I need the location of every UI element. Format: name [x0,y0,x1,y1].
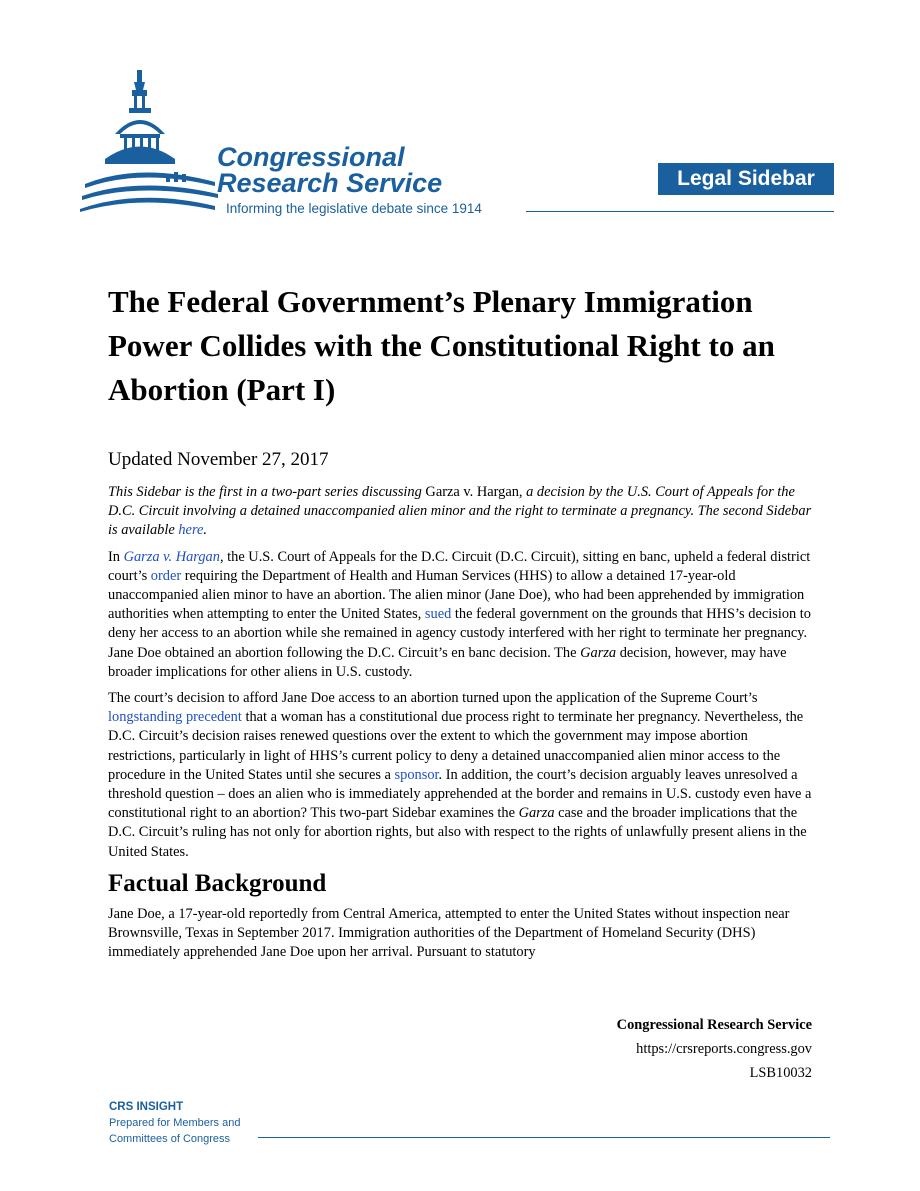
p1-garza-italic: Garza [580,644,617,661]
footer-divider [258,1137,830,1138]
intro-text-1: This Sidebar is the first in a two-part series discussing [108,484,426,500]
capitol-dome-icon [80,64,220,214]
garza-case-link[interactable]: Garza v. Hargan [123,548,220,565]
precedent-link[interactable]: longstanding precedent [108,709,242,726]
intro-text-3: . [203,522,208,539]
intro-text-2: , a decision by the U.S. Court of Appeals for the D.C. Circuit involving a detained unaccompanied alien minor and the right to terminate a pregnancy. The second Sidebar is available [108,484,812,539]
intro-case-name: Garza v. Hargan [425,484,519,500]
p2-text-4: case and the broader implications that the D.C. Circuit’s ruling has not only for abortion rights, but also with respect to the rights of unlawfully present aliens in the United States. [108,805,807,860]
part-two-link[interactable]: here [178,522,204,539]
header-divider [526,211,834,212]
report-id: LSB10032 [749,1065,812,1081]
order-link[interactable]: order [150,567,182,584]
p2-text-1: The court’s decision to afford Jane Doe access to an abortion turned upon the application of the Supreme Court’s [108,690,758,707]
org-name-line1: Congressional [217,142,405,172]
p1-text-4: the federal government on the grounds that HHS’s decision to deny her access to an abortion while she remained in agency custody interfered with her right to terminate her pregnancy. Jane Doe obtained an abortion following the D.C. Circuit’s en banc decision. The [108,606,812,661]
crs-logo [80,64,540,224]
document-body [108,483,816,969]
p1-text-5: decision, however, may have broader implications for other aliens in U.S. custody. [108,644,787,680]
section-heading: Factual Background [108,869,327,897]
footer-org-name: Congressional Research Service [616,1017,812,1033]
crs-insight-label: CRS INSIGHT [109,1101,184,1113]
intro-note [108,483,816,541]
org-tagline: Informing the legislative debate since 1914 [226,201,482,216]
crs-insight-block [109,1099,240,1147]
crs-insight-line1: Prepared for Members and [109,1117,241,1129]
crs-insight-line2: Committees of Congress [109,1133,231,1145]
paragraph-1 [108,548,816,682]
sponsor-link[interactable]: sponsor [394,766,439,783]
p2-garza-italic: Garza [518,805,555,822]
paragraph-3: Jane Doe, a 17-year-old reportedly from Central America, attempted to enter the United States without inspection near Brownsville, Texas in September 2017. Immigration authorities of the Department of Homeland Security (DHS) immediately apprehended Jane Doe upon her arrival. Pursuant to statutory [108,905,790,961]
updated-date: Updated November 27, 2017 [108,449,329,470]
legal-sidebar-badge: Legal Sidebar [658,163,834,195]
org-name-line2: Research Service [217,168,443,198]
p1-text-1: In [108,548,124,565]
p2-text-3: . In addition, the court’s decision arguably leaves unresolved a threshold question – does an alien who is immediately apprehended at the border and remains in U.S. custody even have a constitutional right to an abortion? This two-part Sidebar examines the [108,766,812,822]
footer-url: https://crsreports.congress.gov [636,1041,812,1057]
footer-info [617,1013,812,1085]
document-title: The Federal Government’s Plenary Immigration Power Collides with the Constitutional Right to an Abortion (Part I) [108,284,775,407]
p1-text-2: , the U.S. Court of Appeals for the D.C. Circuit (D.C. Circuit), sitting en banc, upheld a federal district court’s [108,548,811,584]
p2-text-2: that a woman has a constitutional due process right to terminate her pregnancy. Nevertheless, the D.C. Circuit’s decision raises renewed questions over the extent to which the government may impose abortion restrictions, particularly in light of HHS’s current policy to deny a detained unaccompanied alien minor access to the procedure in the United States until she secures a [108,709,804,783]
sued-link[interactable]: sued [424,606,452,623]
p1-text-3: requiring the Department of Health and Human Services (HHS) to allow a detained 17-year-old unaccompanied alien minor to have an abortion. The alien minor (Jane Doe), who had been apprehended by immigration authorities when attempting to enter the United States, [108,567,805,623]
paragraph-2 [108,689,816,862]
